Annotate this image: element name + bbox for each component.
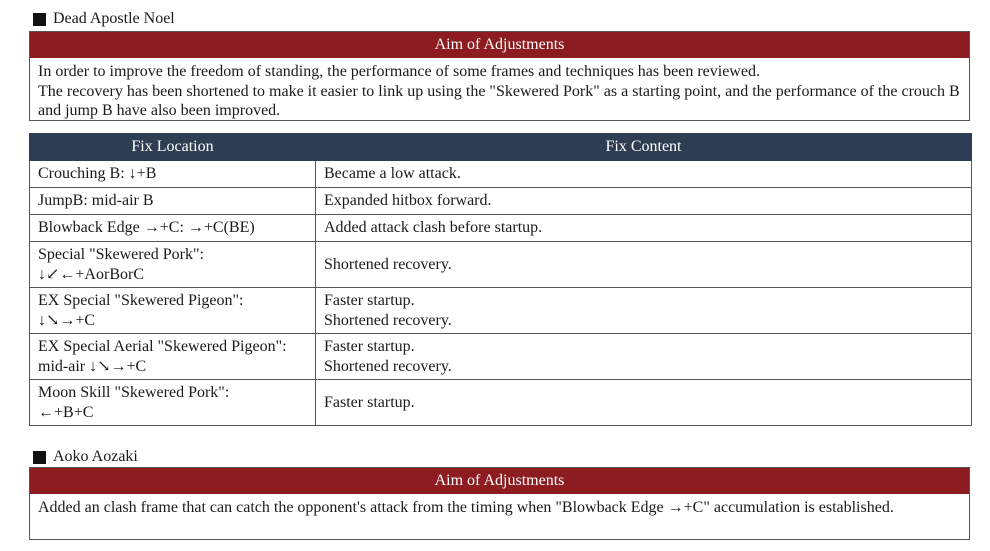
fix-content-cell: Added attack clash before startup. xyxy=(316,215,972,242)
aim-body xyxy=(30,58,969,121)
fix-location-cell: EX Special "Skewered Pigeon": ↓↘→+C xyxy=(30,288,316,334)
table-row xyxy=(30,334,972,380)
fix-content-cell: Expanded hitbox forward. xyxy=(316,188,972,215)
fix-location-cell: Blowback Edge →+C: →+C(BE) xyxy=(30,215,316,242)
fix-content-cell: Became a low attack. xyxy=(316,161,972,188)
fix-location-cell: JumpB: mid-air B xyxy=(30,188,316,215)
table-row xyxy=(30,380,972,426)
square-bullet-icon xyxy=(33,13,46,26)
table-row xyxy=(30,188,972,215)
table-row xyxy=(30,161,972,188)
table-row xyxy=(30,242,972,288)
section-heading-noel xyxy=(33,9,175,29)
column-header-content: Fix Content xyxy=(316,134,972,161)
fix-content-cell: Faster startup. xyxy=(316,380,972,426)
column-header-location: Fix Location xyxy=(30,134,316,161)
section-title: Dead Apostle Noel xyxy=(53,10,175,27)
fix-location-cell: Special "Skewered Pork": ↓↙←+AorBorC xyxy=(30,242,316,288)
aim-header: Aim of Adjustments xyxy=(30,32,969,58)
aim-line: The recovery has been shortened to make it easier to link up using the "Skewered Pork" as a starting point, and the performance of the crouch B and jump B have also been improved. xyxy=(38,82,960,119)
fix-content-cell: Shortened recovery. xyxy=(316,242,972,288)
table-row xyxy=(30,288,972,334)
aim-box-aoko xyxy=(29,467,970,540)
fix-location-cell: Crouching B: ↓+B xyxy=(30,161,316,188)
square-bullet-icon xyxy=(33,451,46,464)
fix-table-header-row xyxy=(30,134,972,161)
aim-line: In order to improve the freedom of standing, the performance of some frames and techniques has been reviewed. xyxy=(38,63,760,80)
fix-location-cell: Moon Skill "Skewered Pork": ←+B+C xyxy=(30,380,316,426)
section-title: Aoko Aozaki xyxy=(53,448,138,465)
aim-box-noel xyxy=(29,31,970,121)
table-row xyxy=(30,215,972,242)
fix-content-cell: Faster startup. Shortened recovery. xyxy=(316,288,972,334)
aim-body xyxy=(30,494,969,518)
aim-header: Aim of Adjustments xyxy=(30,468,969,494)
section-heading-aoko xyxy=(33,447,138,467)
aim-line: Added an clash frame that can catch the opponent's attack from the timing when "Blowback Edge →+C" accumulation is established. xyxy=(38,499,894,516)
fix-content-cell: Faster startup. Shortened recovery. xyxy=(316,334,972,380)
fix-table xyxy=(29,133,972,426)
fix-location-cell: EX Special Aerial "Skewered Pigeon": mid-air ↓↘→+C xyxy=(30,334,316,380)
